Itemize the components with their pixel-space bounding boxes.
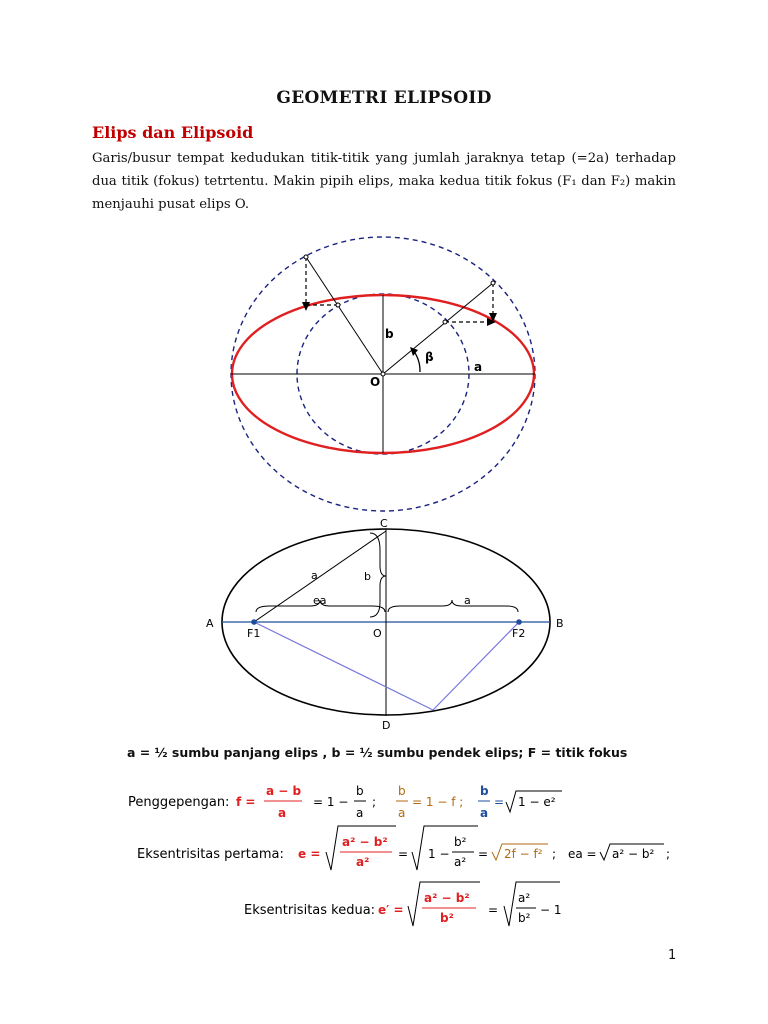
one-minus-f: = 1 − f ; <box>412 795 464 809</box>
e-prime-equals: e′ = <box>378 903 404 917</box>
flattening-label: Penggepengan: <box>128 795 230 810</box>
second-ecc-label: Eksentrisitas kedua: <box>244 903 376 918</box>
eq-4: = <box>488 903 499 917</box>
label-B: B <box>556 617 564 630</box>
f-equals: f = <box>236 795 256 809</box>
e-prime-den: b² <box>440 911 454 925</box>
brace-a <box>388 600 518 612</box>
semicolon-2: ; <box>552 847 557 861</box>
ea-equals: ea = <box>568 847 597 861</box>
b2-num: b² <box>454 835 467 849</box>
first-ecc-label: Eksentrisitas pertama: <box>137 847 284 862</box>
one-minus-2: 1 − <box>428 847 450 861</box>
label-ea: ea <box>313 594 327 607</box>
label-o: O <box>370 375 381 389</box>
f-numerator: a − b <box>266 784 302 798</box>
label-C: C <box>380 517 388 530</box>
F1-to-D-line <box>254 622 433 710</box>
formulas <box>120 780 690 940</box>
e-equals: e = <box>298 847 321 861</box>
b-over-a-den: a <box>356 806 364 820</box>
label-A: A <box>206 617 214 630</box>
label-O: O <box>373 627 382 640</box>
page-title: GEOMETRI ELIPSOID <box>276 88 492 108</box>
label-b-semi-minor: b <box>364 570 371 583</box>
label-F1: F1 <box>247 627 261 640</box>
semicolon-3: ; <box>666 847 671 861</box>
e-den: a² <box>356 855 370 869</box>
minus-one: − 1 <box>540 903 562 917</box>
e-prime-num: a² − b² <box>424 891 470 905</box>
point-outer-right <box>491 281 495 285</box>
blue-equals: = <box>494 795 505 809</box>
eq-2: = <box>398 847 409 861</box>
semicolon-1: ; <box>372 795 377 809</box>
a2-minus-b2: a² − b² <box>612 847 655 861</box>
label-D: D <box>382 719 391 732</box>
label-a-hypotenuse: a <box>311 569 318 582</box>
center-point <box>381 372 385 376</box>
focus-F1 <box>251 619 257 625</box>
brace-b <box>370 533 386 617</box>
label-a-right: a <box>464 594 471 607</box>
paragraph-text: Garis/busur tempat kedudukan titik-titik yang jumlah jaraknya tetap (=2a) terhadap dua titik (fokus) tetrtentu. Makin pipih elips, maka kedua titik fokus (F₁ dan F₂) makin menjauhi pusat elips O. <box>92 151 676 212</box>
blue-b: b <box>480 784 489 798</box>
page-number: 1 <box>668 948 677 963</box>
one-minus: = 1 − <box>313 795 349 809</box>
blue-a: a <box>480 806 489 820</box>
e-num: a² − b² <box>342 835 388 849</box>
b-over-a-num: b <box>356 784 364 798</box>
section-heading: Elips dan Elipsoid <box>92 123 254 142</box>
D-to-F2-line <box>433 622 519 710</box>
intro-paragraph <box>92 147 676 216</box>
b2-den: b² <box>518 911 531 925</box>
left-radius <box>306 257 383 374</box>
brown-a: a <box>398 806 406 820</box>
one-minus-e2: 1 − e² <box>518 795 556 809</box>
two-f-minus-f2: 2f − f² <box>504 847 543 861</box>
ellipse-auxiliary-circles-figure <box>220 230 550 525</box>
f-denominator: a <box>278 806 287 820</box>
a2-num: a² <box>518 891 531 905</box>
label-F2: F2 <box>512 627 526 640</box>
a2-den: a² <box>454 855 467 869</box>
label-a: a <box>474 360 483 374</box>
point-inner-right <box>443 320 447 324</box>
definitions-line: a = ½ sumbu panjang elips , b = ½ sumbu pendek elips; F = titik fokus <box>127 745 628 760</box>
label-b: b <box>385 327 394 341</box>
brown-b: b <box>398 784 406 798</box>
point-inner-left <box>336 303 340 307</box>
point-outer-left <box>304 255 308 259</box>
ellipse-foci-figure <box>200 515 580 735</box>
focus-F2 <box>516 619 522 625</box>
label-beta: β <box>425 350 434 364</box>
eq-3: = <box>478 847 489 861</box>
